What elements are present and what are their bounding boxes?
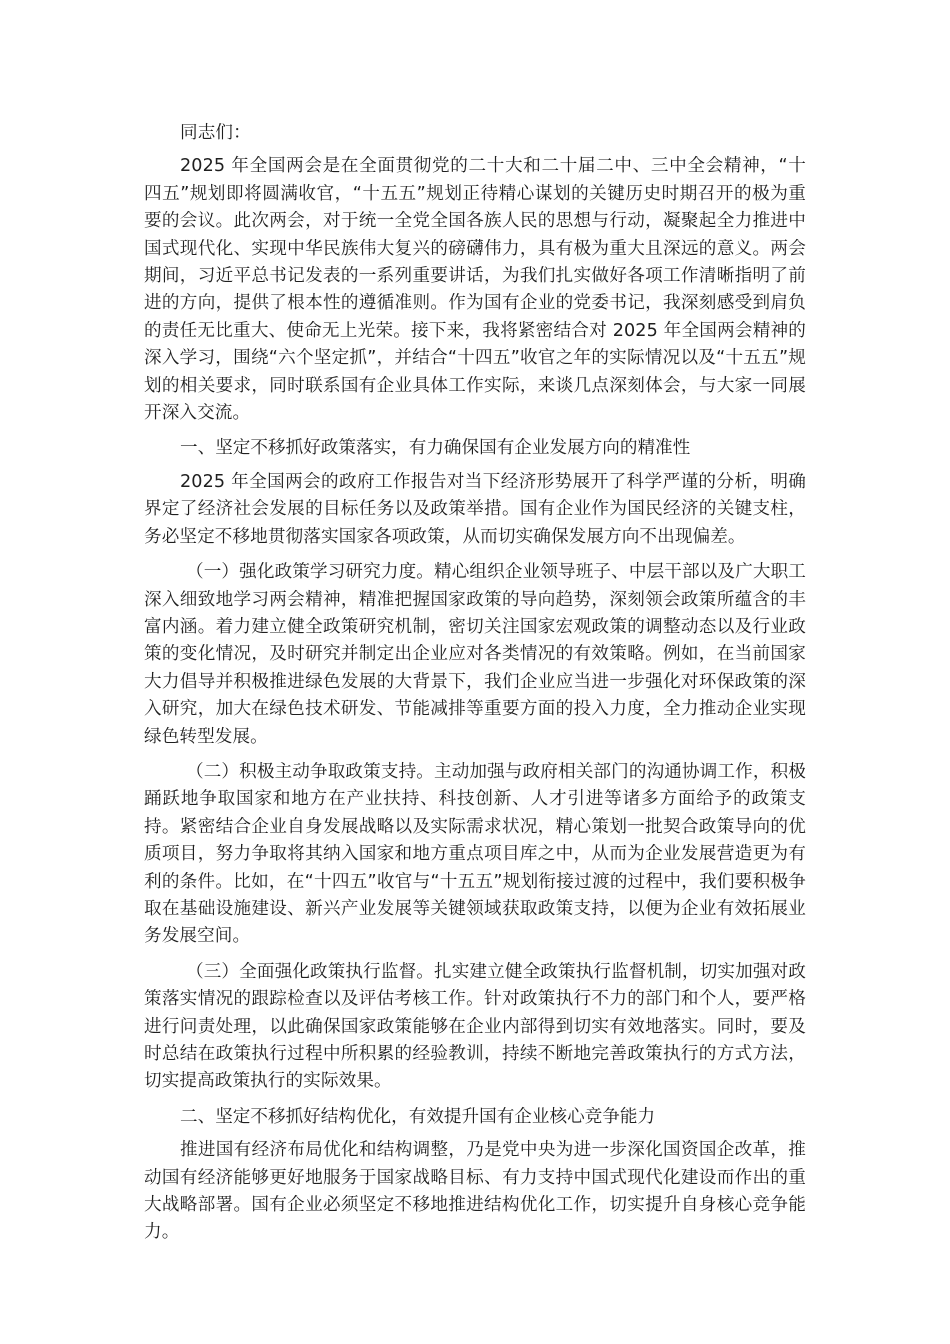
section-1-sub-1-paragraph: （一）强化政策学习研究力度。精心组织企业领导班子、中层干部以及广大职工深入细致地学习两会精神，精准把握国家政策的导向趋势，深刻领会政策所蕴含的丰富内涵。着力建立健全政策研究机制，密切关注国家宏观政策的调整动态以及行业政策的变化情况，及时研究并制定出企业应对各类情况的有效策略。例如，在当前国家大力倡导并积极推进绿色发展的大背景下，我们企业应当进一步强化对环保政策的深入研究，加大在绿色技术研发、节能减排等重要方面的投入力度，全力推动企业实现绿色转型发展。: [144, 562, 806, 747]
greeting: 同志们：: [180, 123, 251, 143]
section-1-lead-paragraph: 2025 年全国两会的政府工作报告对当下经济形势展开了科学严谨的分析，明确界定了经济社会发展的目标任务以及政策举措。国有企业作为国民经济的关键支柱，务必坚定不移地贯彻落实国家各项政策，从而切实确保发展方向不出现偏差。: [144, 471, 806, 547]
section-2-lead-paragraph: 推进国有经济布局优化和结构调整，乃是党中央为进一步深化国资国企改革，推动国有经济能够更好地服务于国家战略目标、有力支持中国式现代化建设而作出的重大战略部署。国有企业必须坚定不移地推进结构优化工作，切实提升自身核心竞争能力。: [144, 1140, 806, 1243]
document-page: [144, 120, 806, 1255]
section-1-sub-3-paragraph: （三）全面强化政策执行监督。扎实建立健全政策执行监督机制，切实加强对政策落实情况的跟踪检查以及评估考核工作。针对政策执行不力的部门和个人，要严格进行问责处理，以此确保国家政策能够在企业内部得到切实有效地落实。同时，要及时总结在政策执行过程中所积累的经验教训，持续不断地完善政策执行的方式方法，切实提高政策执行的实际效果。: [144, 961, 806, 1092]
section-2-heading: 二、坚定不移抓好结构优化，有效提升国有企业核心竞争能力: [180, 1106, 656, 1127]
section-1-heading: 一、坚定不移抓好政策落实，有力确保国有企业发展方向的精准性: [180, 438, 691, 459]
section-1-sub-2-paragraph: （二）积极主动争取政策支持。主动加强与政府相关部门的沟通协调工作，积极踊跃地争取国家和地方在产业扶持、科技创新、人才引进等诸多方面给予的政策支持。紧密结合企业自身发展战略以及实际需求状况，精心策划一批契合政策导向的优质项目，努力争取将其纳入国家和地方重点项目库之中，从而为企业发展营造更为有利的条件。比如，在“十四五”收官与“十五五”规划衔接过渡的过程中，我们要积极争取在基础设施建设、新兴产业发展等关键领域获取政策支持，以便为企业有效拓展业务发展空间。: [144, 761, 806, 947]
intro-paragraph: 2025 年全国两会是在全面贯彻党的二十大和二十届二中、三中全会精神，“十四五”规划即将圆满收官，“十五五”规划正待精心谋划的关键历史时期召开的极为重要的会议。此次两会，对于统一全党全国各族人民的思想与行动，凝聚起全力推进中国式现代化、实现中华民族伟大复兴的磅礴伟力，具有极为重大且深远的意义。两会期间，习近平总书记发表的一系列重要讲话，为我们扎实做好各项工作清晰指明了前进的方向，提供了根本性的遵循准则。作为国有企业的党委书记，我深刻感受到肩负的责任无比重大、使命无上光荣。接下来，我将紧密结合对 2025 年全国两会精神的深入学习，围绕“六个坚定抓”，并结合“十四五”收官之年的实际情况以及“十五五”规划的相关要求，同时联系国有企业具体工作实际，来谈几点深刻体会，与大家一同展开深入交流。: [144, 156, 806, 424]
